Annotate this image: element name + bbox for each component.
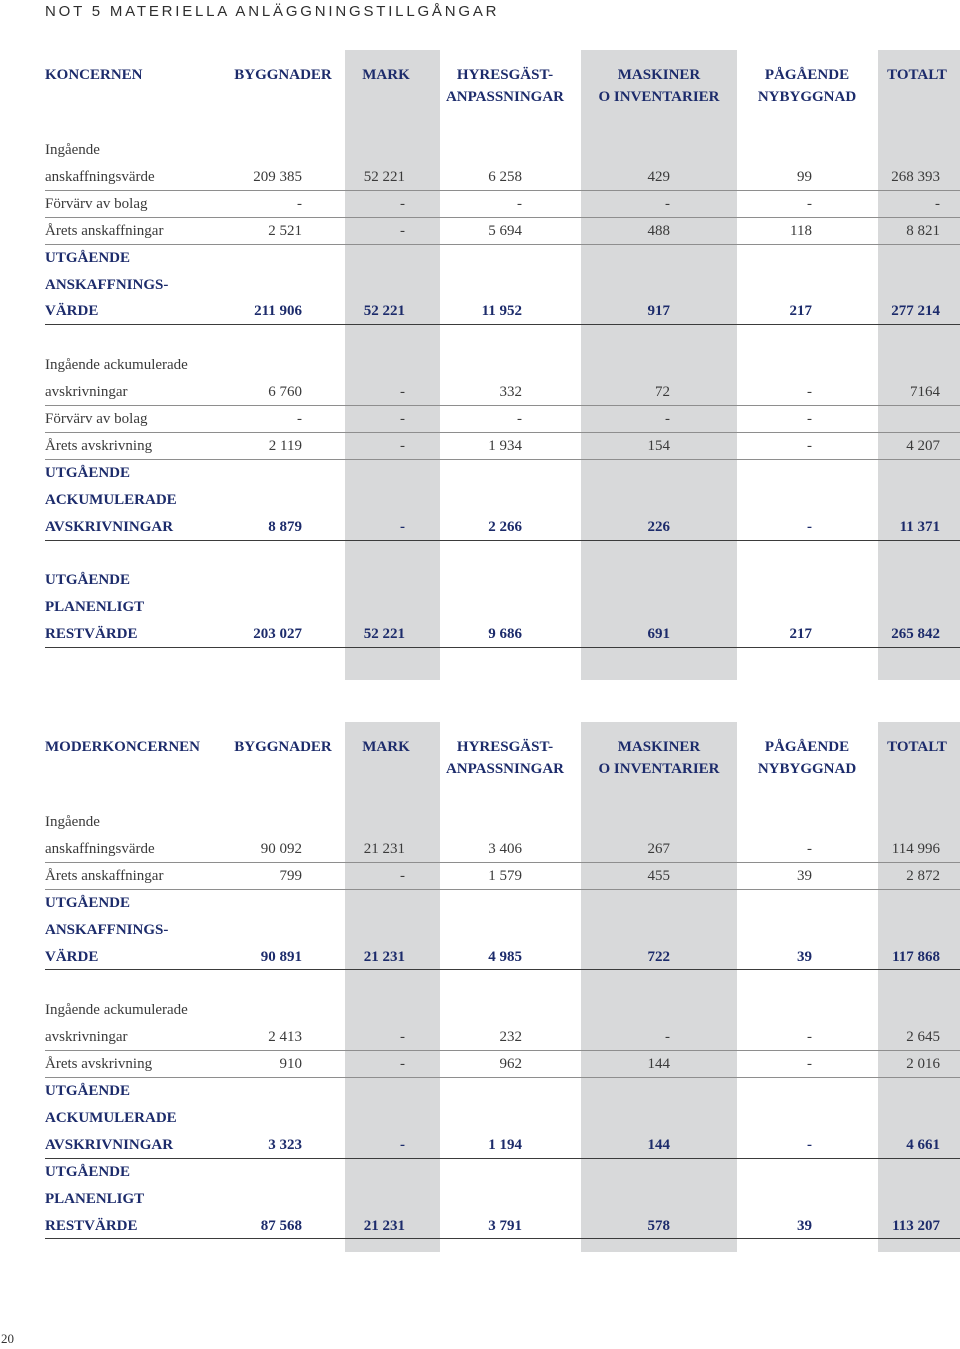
cell-value: 917	[647, 303, 670, 320]
cell-value: 21 231	[363, 840, 405, 857]
cell-value: 6 760	[268, 384, 302, 401]
row-label	[0, 863, 960, 890]
cell-value: 4 985	[488, 948, 522, 965]
cell-value: -	[807, 1136, 812, 1153]
column-header	[346, 736, 426, 758]
column-header-line: HYRESGÄST-	[456, 739, 554, 755]
column-header-line: NYBYGGNAD	[757, 89, 857, 105]
subtotal-row	[0, 1159, 960, 1240]
row-label-line: Ingående	[45, 814, 100, 830]
cell-value: -	[807, 437, 812, 454]
column-header-line: TOTALT	[887, 739, 947, 755]
subtotal-row	[0, 890, 960, 971]
cell-value: 2 016	[906, 1056, 940, 1073]
row-label-line: ANSKAFFNINGS-	[45, 276, 169, 293]
cell-value: 2 266	[488, 518, 522, 535]
cell-value: 87 568	[260, 1217, 302, 1234]
column-header-line: MARK	[362, 739, 410, 755]
cell-value: -	[807, 840, 812, 857]
table-header	[0, 736, 960, 780]
row-label-line: Årets anskaffningar	[45, 222, 164, 239]
row-label-line: UTGÅENDE	[45, 464, 131, 481]
cell-value: 39	[797, 867, 812, 884]
row-label-line: AVSKRIVNINGAR	[45, 518, 174, 535]
row-label	[0, 997, 960, 1051]
cell-value: -	[665, 195, 670, 212]
row-label	[0, 137, 960, 191]
column-header-line: PÅGÅENDE	[764, 739, 850, 755]
cell-value: 332	[499, 384, 522, 401]
row-label-line: Årets anskaffningar	[45, 867, 164, 884]
column-header	[223, 64, 343, 86]
cell-value: 52 221	[363, 168, 405, 185]
cell-value: -	[807, 195, 812, 212]
cell-value: 209 385	[253, 168, 302, 185]
cell-value: 90 891	[260, 948, 302, 965]
cell-value: -	[807, 518, 812, 535]
column-header-line: NYBYGGNAD	[757, 761, 857, 777]
column-header	[430, 736, 580, 780]
cell-value: -	[400, 437, 405, 454]
row-label	[0, 1051, 960, 1078]
column-header	[430, 64, 580, 108]
row-label	[0, 406, 960, 433]
row-label-line: anskaffningsvärde	[45, 840, 155, 857]
cell-value: 962	[499, 1056, 522, 1073]
subtotal-row	[0, 460, 960, 541]
cell-value: 7164	[910, 384, 940, 401]
cell-value: 2 872	[906, 867, 940, 884]
cell-value: -	[400, 867, 405, 884]
row-label-line: RESTVÄRDE	[45, 1217, 138, 1234]
row-label-line: Ingående ackumulerade	[45, 357, 188, 374]
subtotal-row	[0, 245, 960, 326]
cell-value: -	[517, 195, 522, 212]
cell-value: 144	[647, 1056, 670, 1073]
column-header-line: PÅGÅENDE	[764, 67, 850, 83]
cell-value: 9 686	[488, 626, 522, 643]
cell-value: 910	[279, 1056, 302, 1073]
cell-value: 1 934	[488, 437, 522, 454]
table-section	[0, 137, 960, 325]
column-header-line: HYRESGÄST-	[456, 67, 554, 83]
column-header	[223, 736, 343, 758]
row-label-line: ACKUMULERADE	[45, 491, 177, 508]
row-label-line: ACKUMULERADE	[45, 1109, 177, 1126]
column-header	[346, 64, 426, 86]
cell-value: 4 661	[906, 1136, 940, 1153]
cell-value: -	[400, 1056, 405, 1073]
table-row	[0, 191, 960, 218]
cell-value: 488	[647, 222, 670, 239]
column-header-line: ANPASSNINGAR	[445, 761, 565, 777]
cell-value: -	[297, 195, 302, 212]
cell-value: 217	[789, 303, 812, 320]
table-row	[0, 352, 960, 406]
cell-value: 3 406	[488, 840, 522, 857]
cell-value: 578	[647, 1217, 670, 1234]
row-label-line: AVSKRIVNINGAR	[45, 1136, 174, 1153]
cell-value: -	[935, 195, 940, 212]
cell-value: 211 906	[254, 303, 302, 320]
cell-value: -	[400, 195, 405, 212]
cell-value: 226	[647, 518, 670, 535]
cell-value: 455	[647, 867, 670, 884]
cell-value: 268 393	[891, 168, 940, 185]
cell-value: -	[807, 1029, 812, 1046]
cell-value: 21 231	[363, 948, 405, 965]
cell-value: 117 868	[892, 948, 940, 965]
row-label-line: Förvärv av bolag	[45, 411, 148, 428]
cell-value: 217	[789, 626, 812, 643]
row-label	[0, 1159, 960, 1240]
row-label-line: VÄRDE	[45, 303, 99, 320]
row-label-line: avskrivningar	[45, 1029, 128, 1046]
cell-value: 118	[790, 222, 812, 239]
row-label-line: Ingående	[45, 142, 100, 158]
cell-value: 4 207	[906, 437, 940, 454]
row-label-line: VÄRDE	[45, 948, 99, 965]
cell-value: 21 231	[363, 1217, 405, 1234]
column-header	[584, 736, 734, 780]
row-label	[0, 1078, 960, 1159]
table-row	[0, 406, 960, 433]
cell-value: 2 119	[268, 437, 302, 454]
row-label	[0, 433, 960, 460]
cell-value: -	[807, 411, 812, 428]
cell-value: 799	[279, 867, 302, 884]
row-label-line: UTGÅENDE	[45, 1163, 131, 1180]
column-header-line: MASKINER	[617, 67, 701, 83]
column-header	[742, 64, 872, 108]
table-row	[0, 433, 960, 460]
column-header-line: BYGGNADER	[234, 67, 332, 83]
cell-value: 72	[655, 384, 670, 401]
table-section	[0, 567, 960, 648]
cell-value: 52 221	[363, 303, 405, 320]
row-label-line: Förvärv av bolag	[45, 195, 148, 212]
cell-value: 691	[647, 626, 670, 643]
cell-value: 11 952	[481, 303, 522, 320]
cell-value: 3 323	[268, 1136, 302, 1153]
row-label-line: RESTVÄRDE	[45, 626, 138, 643]
row-label	[0, 460, 960, 541]
table-row	[0, 137, 960, 191]
row-label-line: UTGÅENDE	[45, 249, 131, 266]
column-header	[877, 736, 957, 758]
column-header	[742, 736, 872, 780]
cell-value: -	[517, 411, 522, 428]
cell-value: -	[665, 1029, 670, 1046]
cell-value: 114 996	[891, 840, 940, 857]
row-label-line: ANSKAFFNINGS-	[45, 921, 169, 938]
row-label-line: UTGÅENDE	[45, 572, 131, 589]
subtotal-row	[0, 567, 960, 648]
cell-value: -	[400, 411, 405, 428]
row-label-line: avskrivningar	[45, 384, 128, 401]
row-label-line: UTGÅENDE	[45, 894, 131, 911]
cell-value: -	[400, 1136, 405, 1153]
cell-value: 154	[647, 437, 670, 454]
cell-value: 2 645	[906, 1029, 940, 1046]
moderkoncernen-table	[0, 722, 960, 1252]
row-label-line: anskaffningsvärde	[45, 168, 155, 185]
column-header-line: O INVENTARIER	[598, 89, 720, 105]
cell-value: -	[400, 222, 405, 239]
cell-value: 1 194	[488, 1136, 522, 1153]
cell-value: -	[297, 411, 302, 428]
row-label-line: PLANENLIGT	[45, 1190, 145, 1207]
subtotal-row	[0, 1078, 960, 1159]
cell-value: 6 258	[488, 168, 522, 185]
cell-value: 2 413	[268, 1029, 302, 1046]
cell-value: 5 694	[488, 222, 522, 239]
column-header-line: MASKINER	[617, 739, 701, 755]
table-row	[0, 1051, 960, 1078]
row-label-line: PLANENLIGT	[45, 599, 145, 616]
cell-value: 232	[499, 1029, 522, 1046]
column-header-line: BYGGNADER	[234, 739, 332, 755]
cell-value: 267	[647, 840, 670, 857]
row-label	[0, 245, 960, 326]
table-row	[0, 863, 960, 890]
column-header-line: O INVENTARIER	[598, 761, 720, 777]
cell-value: 90 092	[260, 840, 302, 857]
row-label-line: UTGÅENDE	[45, 1083, 131, 1100]
koncernen-table	[0, 50, 960, 680]
cell-value: 99	[797, 168, 812, 185]
entity-heading: MODERKONCERNEN	[45, 739, 201, 755]
cell-value: 1 579	[488, 867, 522, 884]
cell-value: -	[807, 1056, 812, 1073]
cell-value: 2 521	[268, 222, 302, 239]
cell-value: -	[400, 518, 405, 535]
column-header	[877, 64, 957, 86]
row-label-line: Årets avskrivning	[45, 1056, 153, 1073]
column-header	[584, 64, 734, 108]
table-row	[0, 809, 960, 863]
cell-value: 39	[797, 1217, 812, 1234]
row-label	[0, 191, 960, 218]
page-number: 20	[1, 1331, 14, 1346]
cell-value: 52 221	[363, 626, 405, 643]
table-header	[0, 64, 960, 108]
cell-value: 144	[647, 1136, 670, 1153]
cell-value: -	[400, 384, 405, 401]
table-section	[0, 352, 960, 540]
cell-value: 8 821	[906, 222, 940, 239]
table-row	[0, 218, 960, 245]
table-body	[0, 137, 960, 648]
row-label	[0, 218, 960, 245]
table-section	[0, 809, 960, 970]
row-label	[0, 567, 960, 648]
page-title: NOT 5 MATERIELLA ANLÄGGNINGSTILLGÅNGAR	[45, 3, 500, 20]
cell-value: 11 371	[899, 518, 940, 535]
cell-value: 39	[797, 948, 812, 965]
column-header-line: MARK	[362, 67, 410, 83]
cell-value: 8 879	[268, 518, 302, 535]
row-label-line: Årets avskrivning	[45, 437, 153, 454]
row-label-line: Ingående ackumulerade	[45, 1002, 188, 1019]
cell-value: -	[665, 411, 670, 428]
cell-value: -	[807, 384, 812, 401]
table-section	[0, 997, 960, 1239]
cell-value: 277 214	[891, 303, 940, 320]
cell-value: 203 027	[253, 626, 302, 643]
cell-value: 113 207	[892, 1217, 940, 1234]
cell-value: -	[400, 1029, 405, 1046]
table-row	[0, 997, 960, 1051]
cell-value: 265 842	[891, 626, 940, 643]
table-body	[0, 809, 960, 1239]
entity-heading: KONCERNEN	[45, 67, 143, 83]
row-label	[0, 809, 960, 863]
column-header-line: ANPASSNINGAR	[445, 89, 565, 105]
cell-value: 3 791	[488, 1217, 522, 1234]
row-label	[0, 352, 960, 406]
column-header-line: TOTALT	[887, 67, 947, 83]
cell-value: 722	[647, 948, 670, 965]
row-label	[0, 890, 960, 971]
cell-value: 429	[647, 168, 670, 185]
